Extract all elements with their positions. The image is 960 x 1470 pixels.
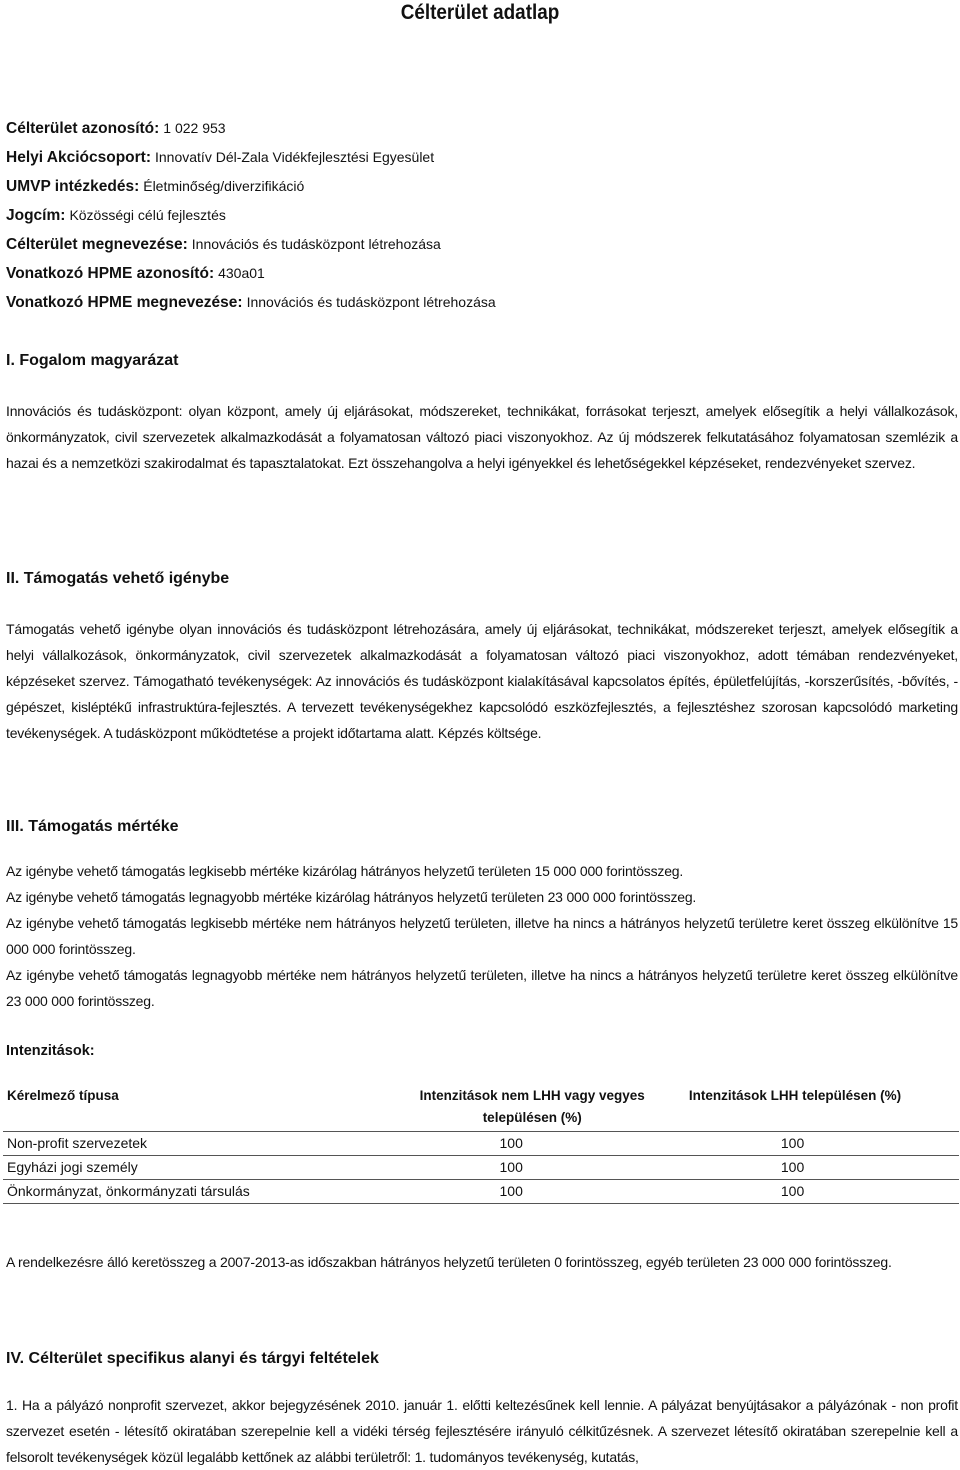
column-header: Intenzitások nem LHH vagy vegyes településen (%) <box>419 1088 645 1125</box>
table-cell: 100 <box>685 1156 959 1180</box>
table-cell: 100 <box>380 1180 685 1204</box>
section-heading-1: I. Fogalom magyarázat <box>6 352 179 369</box>
column-header: Kérelmező típusa <box>7 1088 119 1103</box>
page-title: Célterület adatlap <box>400 1 560 24</box>
meta-row <box>6 175 496 204</box>
paragraph: A rendelkezésre álló keretösszeg a 2007-2013-as időszakban hátrányos helyzetű területen 0 forintösszeg, egyéb területen 23 000 000 forintösszeg. <box>6 1254 892 1270</box>
meta-label: Vonatkozó HPME azonosító: <box>6 265 215 282</box>
intensity-table <box>3 1083 959 1204</box>
meta-label: Célterület azonosító: <box>6 120 160 137</box>
meta-row <box>6 262 496 291</box>
section-2-text <box>6 616 958 746</box>
paragraph: Az igénybe vehető támogatás legkisebb mértéke nem hátrányos helyzetű területen, illetve ha nincs a hátrányos helyzetű területre keret összeg elkülönítve 15 000 000 forintösszeg. <box>6 915 958 957</box>
meta-label: Vonatkozó HPME megnevezése: <box>6 294 243 311</box>
section-heading-2: II. Támogatás vehető igénybe <box>6 570 230 587</box>
paragraph: Innovációs és tudásközpont: olyan központ, amely új eljárásokat, módszereket, technikákat, forrásokat terjeszt, amelyek elősegítik a helyi vállalkozások, önkormányzatok, civil szervezetek alkalmazkodását a folyamatosan változó piaci viszonyokhoz. Az új módszerek felkutatásához folyamatosan szemlézik a hazai és a nemzetközi szakirodalmat és tapasztalatokat. Ezt összehangolva a helyi igényekkel és lehetőségekkel képzéseket, rendezvényeket szervez. <box>6 403 958 471</box>
meta-value: Innovációs és tudásközpont létrehozása <box>191 236 441 252</box>
table-row <box>3 1180 959 1204</box>
meta-value: Innovációs és tudásközpont létrehozása <box>246 294 496 310</box>
table-row <box>3 1156 959 1180</box>
meta-row <box>6 291 496 320</box>
column-header: Intenzitások LHH településen (%) <box>688 1088 902 1103</box>
meta-value: Közösségi célú fejlesztés <box>69 207 226 223</box>
meta-row <box>6 233 496 262</box>
meta-value: Innovatív Dél-Zala Vidékfejlesztési Egyesület <box>155 149 435 165</box>
section-4-text <box>6 1392 958 1470</box>
meta-row <box>6 117 496 146</box>
meta-value: Életminőség/diverzifikáció <box>143 178 305 194</box>
meta-label: UMVP intézkedés: <box>6 178 140 195</box>
table-cell: Non-profit szervezetek <box>3 1132 380 1156</box>
table-cell: 100 <box>380 1132 685 1156</box>
paragraph: Az igénybe vehető támogatás legnagyobb mértéke kizárólag hátrányos helyzetű területen 23 000 000 forintösszeg. <box>6 889 697 905</box>
section-heading-3: III. Támogatás mértéke <box>6 818 179 835</box>
table-cell: 100 <box>685 1180 959 1204</box>
paragraph: Az igénybe vehető támogatás legkisebb mértéke kizárólag hátrányos helyzetű területen 15 000 000 forintösszeg. <box>6 863 684 879</box>
meta-label: Helyi Akciócsoport: <box>6 149 151 166</box>
paragraph: 1. Ha a pályázó nonprofit szervezet, akkor bejegyzésének 2010. január 1. előtti keltezésűnek kell lennie. A pályázat benyújtásakor a pályázónak - non profit szervezet esetén - létesítő okiratában szerepelnie kell a vidéki térség fejlesztésére irányuló célkitűzésnek. A szervezet létesítő okiratában szerepelnie kell a felsorolt tevékenységek közül legalább kettőnek az alábbi területről: 1. tudományos tevékenység, kutatás, <box>6 1397 958 1465</box>
paragraph: Támogatás vehető igénybe olyan innovációs és tudásközpont létrehozására, amely új eljárásokat, technikákat, módszereket terjeszt, amelyek elősegítik a helyi vállalkozások, önkormányzatok, civil szervezetek alkalmazkodását a folyamatosan változó piaci viszonyokhoz, adott témában rendezvényeket, képzéseket szervez. Támogatható tevékenységek: Az innovációs és tudásközpont kialakításával kapcsolatos építés, épületfelújítás, -korszerűsítés, -bővítés, -gépészet, kisléptékű infrastruktúra-fejlesztés. A tervezett tevékenységekhez kapcsolódó eszközfejlesztés, a fejlesztéshez szorosan kapcsolódó marketing tevékenységek. A tudásközpont működtetése a projekt időtartama alatt. Képzés költsége. <box>6 621 958 741</box>
table-cell: 100 <box>685 1132 959 1156</box>
intensity-heading: Intenzitások: <box>6 1043 95 1059</box>
section-3-text <box>6 858 958 1014</box>
section-heading-4: IV. Célterület specifikus alanyi és tárgyi feltételek <box>6 1350 379 1367</box>
metadata-block <box>6 117 496 320</box>
paragraph: Az igénybe vehető támogatás legnagyobb mértéke nem hátrányos helyzetű területen, illetve ha nincs a hátrányos helyzetű területre keret összeg elkülönítve 23 000 000 forintösszeg. <box>6 967 958 1009</box>
table-cell: Önkormányzat, önkormányzati társulás <box>3 1180 380 1204</box>
meta-value: 430a01 <box>218 265 265 281</box>
section-1-text <box>6 398 958 476</box>
meta-row <box>6 146 496 175</box>
table-cell: Egyházi jogi személy <box>3 1156 380 1180</box>
table-header-row <box>3 1083 959 1132</box>
meta-label: Célterület megnevezése: <box>6 236 188 253</box>
meta-label: Jogcím: <box>6 207 66 224</box>
meta-value: 1 022 953 <box>163 120 226 136</box>
budget-text <box>6 1249 958 1275</box>
meta-row <box>6 204 496 233</box>
table-cell: 100 <box>380 1156 685 1180</box>
table-row <box>3 1132 959 1156</box>
